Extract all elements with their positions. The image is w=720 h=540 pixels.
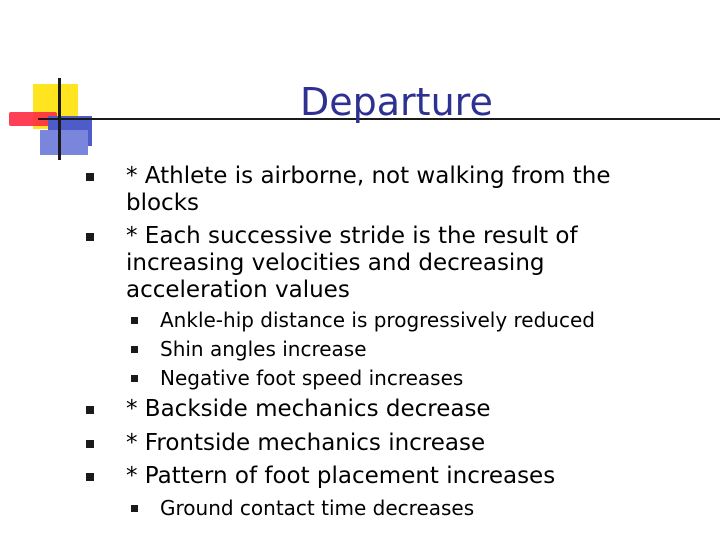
bullet-marker-icon (131, 317, 138, 324)
slide-title: Departure (300, 80, 493, 124)
bullet-marker-icon (86, 473, 94, 481)
sub-bullet-text: Ankle-hip distance is progressively reduced (160, 308, 595, 332)
bullet-text: * Pattern of foot placement increases (126, 463, 556, 489)
bullet-marker-icon (131, 346, 138, 353)
bullet-marker-icon (86, 440, 94, 448)
bullet-marker-icon (86, 233, 94, 241)
decorative-blue-square-light (40, 130, 88, 155)
bullet-text: * Each successive stride is the result of increasing velocities and decreasing acceleration values (126, 223, 578, 303)
sub-bullet-text: Shin angles increase (160, 337, 367, 361)
sub-bullet-text: Negative foot speed increases (160, 366, 464, 390)
bullet-marker-icon (131, 375, 138, 382)
bullet-marker-icon (86, 173, 94, 181)
bullet-text: * Backside mechanics decrease (126, 396, 491, 422)
bullet-marker-icon (86, 406, 94, 414)
sub-bullet-text: Ground contact time decreases (160, 496, 475, 520)
bullet-text: * Frontside mechanics increase (126, 430, 486, 456)
bullet-text: * Athlete is airborne, not walking from the blocks (126, 163, 611, 216)
bullet-marker-icon (131, 505, 138, 512)
